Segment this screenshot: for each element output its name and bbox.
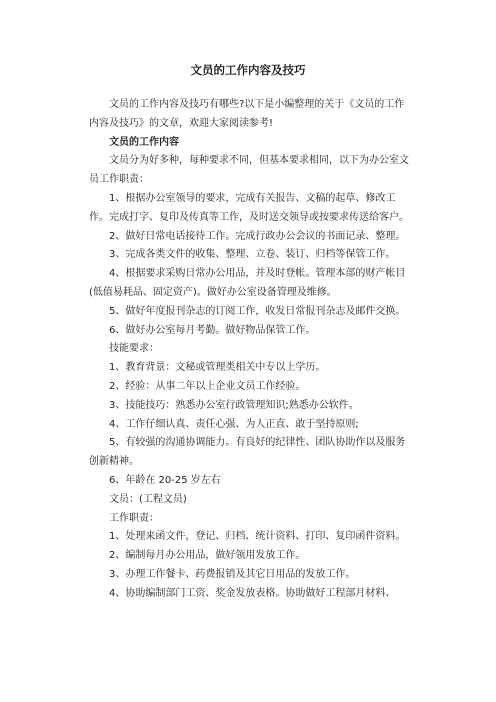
subheading: 文员：(工程文员) xyxy=(109,493,187,505)
list-item: 6、做好办公室每月考勤。做好物品保管工作。 xyxy=(109,324,316,336)
list-item: 1、教育背景：文秘或管理类相关中专以上学历。 xyxy=(109,362,326,374)
subheading: 技能要求： xyxy=(109,343,159,355)
list-item: 5、做好年度报刊杂志的订阅工作，收发日常报刊杂志及邮件交换。 xyxy=(109,305,406,317)
list-item: 1、根据办公室领导的要求，完成有关报告、文稿的起草、修改工作。完成打字、复印及传真等工作，及时送交领导或按要求传送给客户。 xyxy=(89,192,409,223)
document-body xyxy=(89,96,409,604)
list-item: 1、处理来函文件，登记、归档、统计资料、打印、复印函件资料。 xyxy=(109,531,406,543)
list-item: 2、编制每月办公用品，做好领用发放工作。 xyxy=(109,550,306,562)
section-heading: 文员的工作内容 xyxy=(109,136,179,148)
list-item: 3、办理工作餐卡、药费报销及其它日用品的发放工作。 xyxy=(109,568,356,580)
list-item: 3、完成各类文件的收集、整理、立卷、装订、归档等保管工作。 xyxy=(109,249,396,261)
paragraph: 文员分为好多种，每种要求不同，但基本要求相同，以下为办公室文员工作职责： xyxy=(89,155,409,186)
list-item: 4、根据要求采购日常办公用品，并及时登帐。管理本部的财产帐目(低值易耗品、固定资产)。做好办公室设备管理及维修。 xyxy=(89,268,406,298)
subheading: 工作职责： xyxy=(109,512,159,524)
list-item: 3、技能技巧：熟悉办公室行政管理知识;熟悉办公软件。 xyxy=(109,399,359,411)
list-item: 5、有较强的沟通协调能力。有良好的纪律性、团队协助作以及服务创新精神。 xyxy=(89,437,406,468)
list-item: 4、工作仔细认真、责任心强、为人正直、敢于坚持原则; xyxy=(109,418,359,430)
list-item: 2、做好日常电话接待工作。完成行政办公会议的书面记录、整理。 xyxy=(109,230,406,242)
document-title: 文员的工作内容及技巧 xyxy=(190,63,306,77)
paragraph: 文员的工作内容及技巧有哪些?以下是小编整理的关于《文员的工作内容及技巧》的文章，欢迎大家阅读参考! xyxy=(89,99,405,129)
list-item: 2、经验：从事二年以上企业文员工作经验。 xyxy=(109,380,306,392)
list-item: 4、协助编制部门工资、奖金发放表格。协助做好工程部月材料、 xyxy=(109,587,396,599)
list-item: 6、年龄在 20-25 岁左右 xyxy=(109,474,221,486)
